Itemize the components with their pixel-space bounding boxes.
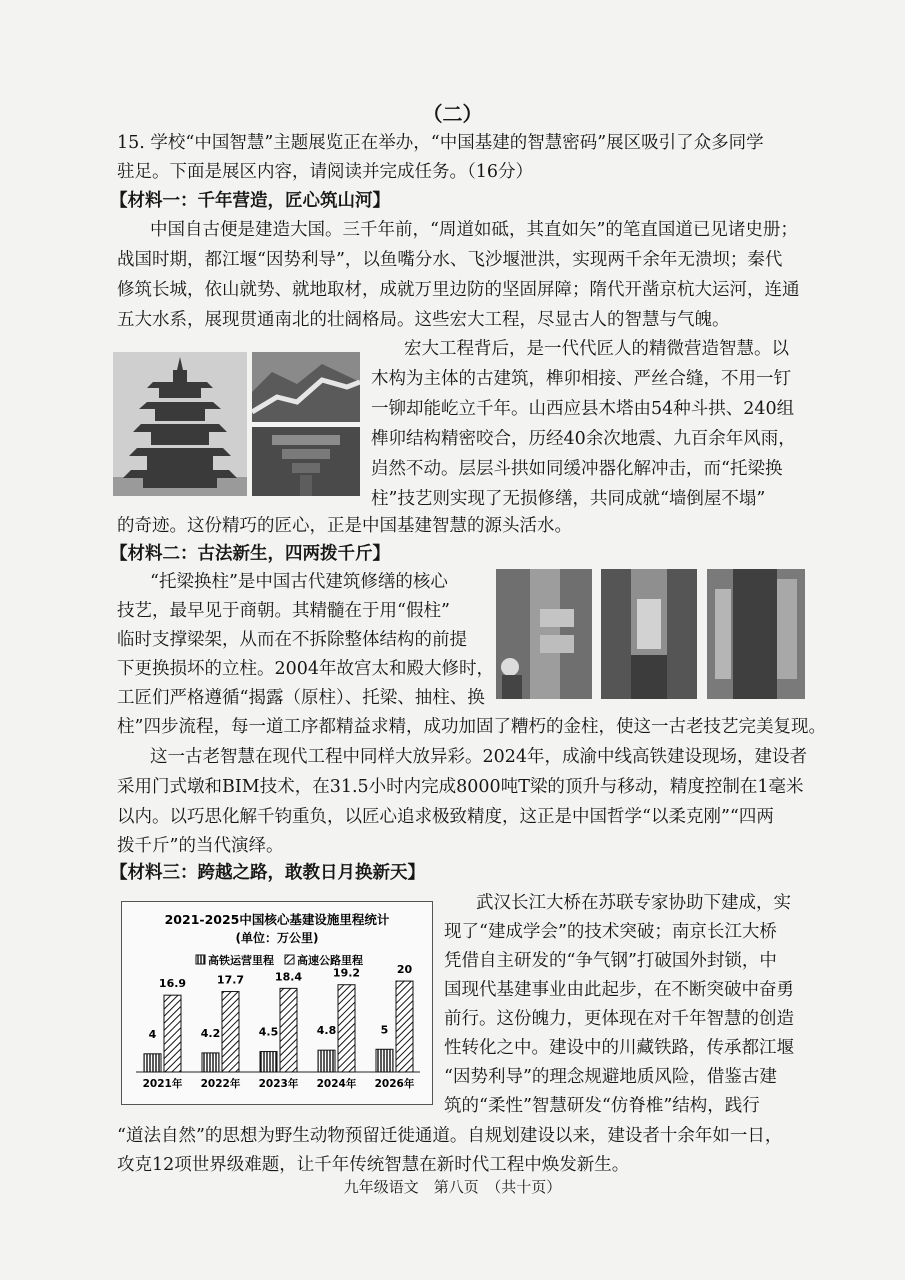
rail-bar	[202, 1053, 219, 1072]
category-tick-label: 2023年	[258, 1078, 299, 1090]
rail-bar	[376, 1049, 393, 1072]
category-tick-label: 2022年	[200, 1078, 241, 1090]
material3-side-line-2: 现了“建成学会”的技术突破；南京长江大桥	[444, 922, 777, 942]
rail-value-label: 4.8	[316, 1024, 337, 1038]
section-title: （二）	[422, 102, 483, 126]
material2-line-4: 以内。以巧思化解千钧重负，以匠心追求极致精度，这正是中国哲学“以柔克刚”“四两	[117, 807, 774, 827]
chart-subtitle: (单位：万公里)	[235, 931, 319, 945]
road-bar	[164, 995, 181, 1072]
road-value-label: 18.4	[274, 970, 303, 984]
material1-line-4: 五大水系，展现贯通南北的壮阔格局。这些宏大工程，尽显古人的智慧与气魄。	[117, 310, 730, 330]
road-value-label: 17.7	[216, 973, 245, 987]
material1-side-line-1: 宏大工程背后，是一代代匠人的精微营造智慧。以	[404, 339, 789, 359]
infrastructure-chart	[121, 901, 433, 1105]
column-repair-photo-1	[496, 569, 592, 699]
rail-bar	[260, 1052, 277, 1072]
material2-side-line-5: 工匠们严格遵循“揭露（原柱）、托梁、抽柱、换	[117, 688, 485, 708]
material2-line-2: 这一古老智慧在现代工程中同样大放异彩。2024年，成渝中线高铁建设现场，建设者	[150, 747, 808, 767]
rail-bar	[144, 1054, 161, 1072]
question-line-1: 15. 学校“中国智慧”主题展览正在举办，“中国基建的智慧密码”展区吸引了众多同学	[117, 133, 764, 153]
rail-value-label: 4.5	[258, 1025, 279, 1039]
material2-line-1: 柱”四步流程，每一道工序都精益求精，成功加固了糟朽的金柱，使这一古老技艺完美复现。	[117, 717, 826, 737]
material3-side-line-7: “因势利导”的理念规避地质风险，借鉴古建	[444, 1067, 777, 1087]
road-bar	[280, 988, 297, 1072]
material1-line-3: 修筑长城，依山就势、就地取材，成就万里边防的坚固屏障；隋代开凿京杭大运河，连通	[117, 280, 800, 300]
material1-tail: 的奇迹。这份精巧的匠心，正是中国基建智慧的源头活水。	[117, 516, 572, 536]
category-tick-label: 2026年	[374, 1078, 415, 1090]
legend-rail-label: 高铁运营里程	[208, 954, 274, 967]
material2-side-line-1: “托梁换柱”是中国古代建筑修缮的核心	[150, 572, 448, 592]
great-wall-photo	[252, 352, 360, 422]
wooden-pagoda-photo	[113, 352, 247, 496]
material3-side-line-1: 武汉长江大桥在苏联专家协助下建成，实	[476, 893, 791, 913]
dougong-bracket-photo	[252, 427, 360, 496]
question-line-2: 驻足。下面是展区内容，请阅读并完成任务。（16分）	[117, 162, 534, 182]
rail-value-label: 5	[380, 1023, 389, 1037]
column-repair-photo-2	[601, 569, 697, 699]
chart-title: 2021-2025中国核心基建设施里程统计	[164, 912, 390, 927]
material1-side-line-2: 木构为主体的古建筑，榫卯相接、严丝合缝，不用一钉	[371, 369, 791, 389]
category-tick-label: 2021年	[142, 1078, 183, 1090]
material3-side-line-8: 筑的“柔性”智慧研发“仿脊椎”结构，践行	[444, 1096, 760, 1116]
road-bar	[222, 992, 239, 1072]
road-value-label: 20	[396, 963, 413, 977]
material2-side-line-2: 技艺，最早见于商朝。其精髓在于用“假柱”	[117, 601, 450, 621]
rail-value-label: 4.2	[200, 1026, 221, 1040]
material1-side-line-3: 一铆却能屹立千年。山西应县木塔由54种斗拱、240组	[371, 399, 795, 419]
material1-side-line-5: 岿然不动。层层斗拱如同缓冲器化解冲击，而“托梁换	[371, 459, 783, 479]
material2-line-5: 拨千斤”的当代演绎。	[117, 836, 284, 856]
material3-line-2: 攻克12项世界级难题，让千年传统智慧在新时代工程中焕发新生。	[117, 1155, 630, 1175]
material2-side-line-3: 临时支撑梁架，从而在不拆除整体结构的前提	[117, 630, 467, 650]
rail-bar	[318, 1050, 335, 1072]
material2-side-line-4: 下更换损坏的立柱。2004年故宫太和殿大修时，	[117, 659, 495, 679]
column-repair-photo-3	[707, 569, 805, 699]
material3-side-line-4: 国现代基建事业由此起步，在不断突破中奋勇	[444, 980, 794, 1000]
legend-road-label: 高速公路里程	[297, 954, 363, 967]
material1-line-1: 中国自古便是建造大国。三千年前，“周道如砥，其直如矢”的笔直国道已见诸史册；	[150, 220, 798, 240]
material2-line-3: 采用门式墩和BIM技术，在31.5小时内完成8000吨T梁的顶升与移动，精度控制在1毫米	[117, 777, 804, 797]
page-footer: 九年级语文 第八页 （共十页）	[343, 1178, 562, 1196]
material1-line-2: 战国时期，都江堰“因势利导”，以鱼嘴分水、飞沙堰泄洪，实现两千余年无溃坝；秦代	[117, 250, 783, 270]
road-bar	[338, 985, 355, 1072]
material1-heading: 【材料一：千年营造，匠心筑山河】	[110, 191, 390, 211]
legend-road-swatch	[285, 955, 294, 964]
material3-line-1: “道法自然”的思想为野生动物预留迁徙通道。自规划建设以来，建设者十余年如一日，	[117, 1126, 783, 1146]
category-tick-label: 2024年	[316, 1078, 357, 1090]
road-bar	[396, 981, 413, 1072]
road-value-label: 19.2	[332, 966, 361, 980]
material3-side-line-5: 前行。这份魄力，更体现在对千年智慧的创造	[444, 1009, 794, 1029]
road-value-label: 16.9	[158, 977, 187, 991]
material3-heading: 【材料三：跨越之路，敢教日月换新天】	[110, 863, 425, 883]
material3-side-line-6: 性转化之中。建设中的川藏铁路，传承都江堰	[444, 1038, 794, 1058]
rail-value-label: 4	[148, 1027, 157, 1041]
material2-heading: 【材料二：古法新生，四两拨千斤】	[110, 544, 390, 564]
material1-side-line-6: 柱”技艺则实现了无损修缮，共同成就“墙倒屋不塌”	[371, 489, 766, 509]
material3-side-line-3: 凭借自主研发的“争气钢”打破国外封锁，中	[444, 951, 777, 971]
material1-side-line-4: 榫卯结构精密咬合，历经40余次地震、九百余年风雨，	[371, 429, 796, 449]
legend-rail-swatch	[196, 955, 205, 964]
